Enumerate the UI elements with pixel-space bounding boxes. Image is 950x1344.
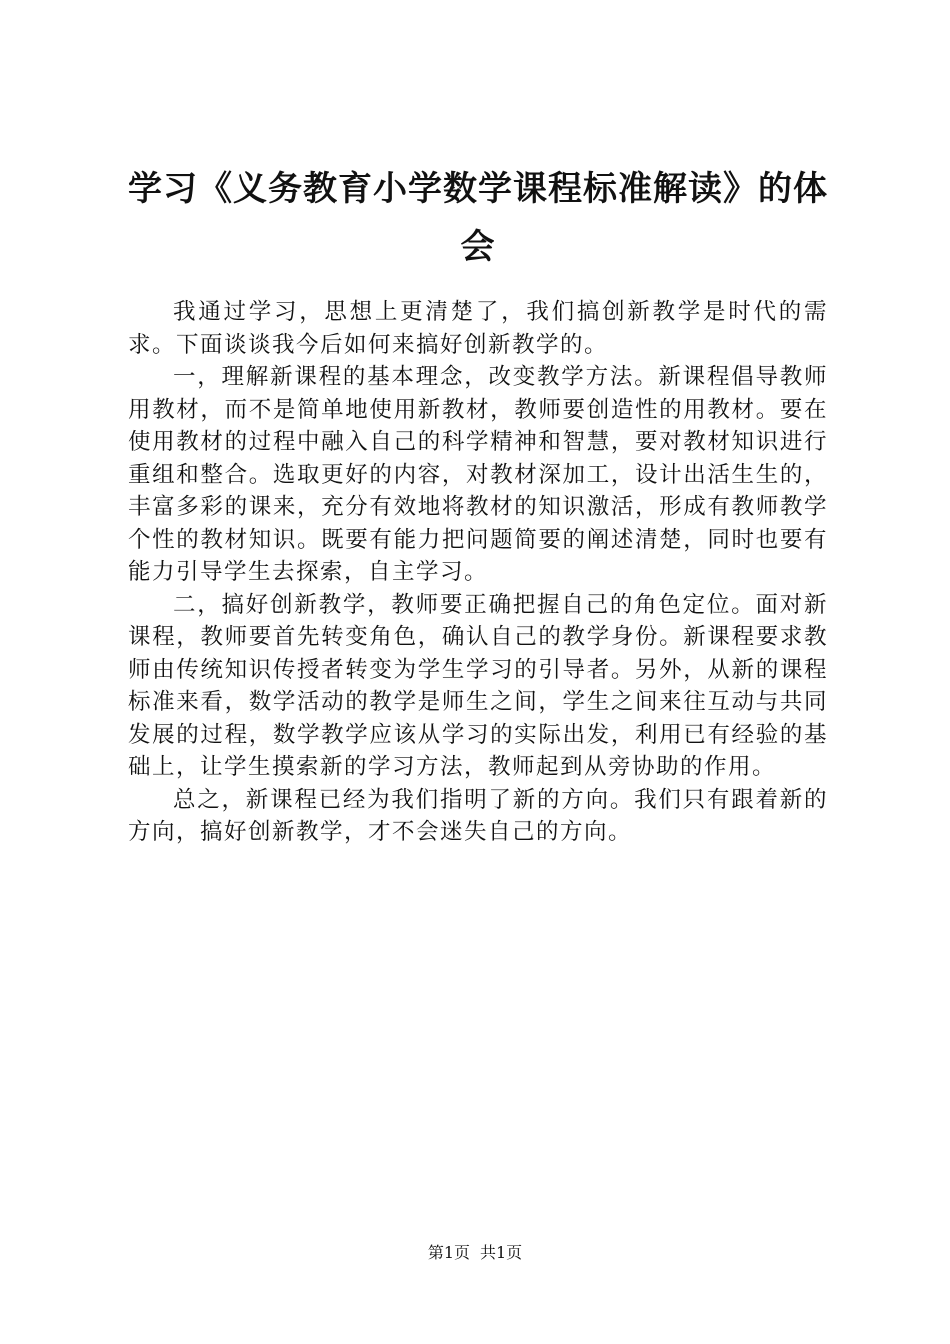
page-number: 第1页 — [427, 1243, 470, 1262]
document-title: 学习《义务教育小学数学课程标准解读》的体会 — [128, 169, 828, 267]
paragraph-intro: 我通过学习，思想上更清楚了，我们搞创新教学是时代的需求。下面谈谈我今后如何来搞好创新教学的。 — [128, 299, 828, 358]
document-body — [128, 296, 828, 849]
paragraph-conclusion: 总之，新课程已经为我们指明了新的方向。我们只有跟着新的方向，搞好创新教学，才不会迷失自己的方向。 — [128, 786, 828, 845]
paragraph-point-two: 二，搞好创新教学，教师要正确把握自己的角色定位。面对新课程，教师要首先转变角色，确认自己的教学身份。新课程要求教师由传统知识传授者转变为学生学习的引导者。另外，从新的课程标准来看，数学活动的教学是师生之间，学生之间来往互动与共同发展的过程，数学教学应该从学习的实际出发，利用已有经验的基础上，让学生摸索新的学习方法，教师起到从旁协助的作用。 — [128, 591, 828, 780]
page-total: 共1页 — [480, 1243, 523, 1262]
page-footer — [0, 1242, 950, 1264]
paragraph-point-one: 一，理解新课程的基本理念，改变教学方法。新课程倡导教师用教材，而不是简单地使用新教材，教师要创造性的用教材。要在使用教材的过程中融入自己的科学精神和智慧，要对教材知识进行重组和整合。选取更好的内容，对教材深加工，设计出活生生的，丰富多彩的课来，充分有效地将教材的知识激活，形成有教师教学个性的教材知识。既要有能力把问题简要的阐述清楚，同时也要有能力引导学生去探索，自主学习。 — [128, 364, 828, 585]
